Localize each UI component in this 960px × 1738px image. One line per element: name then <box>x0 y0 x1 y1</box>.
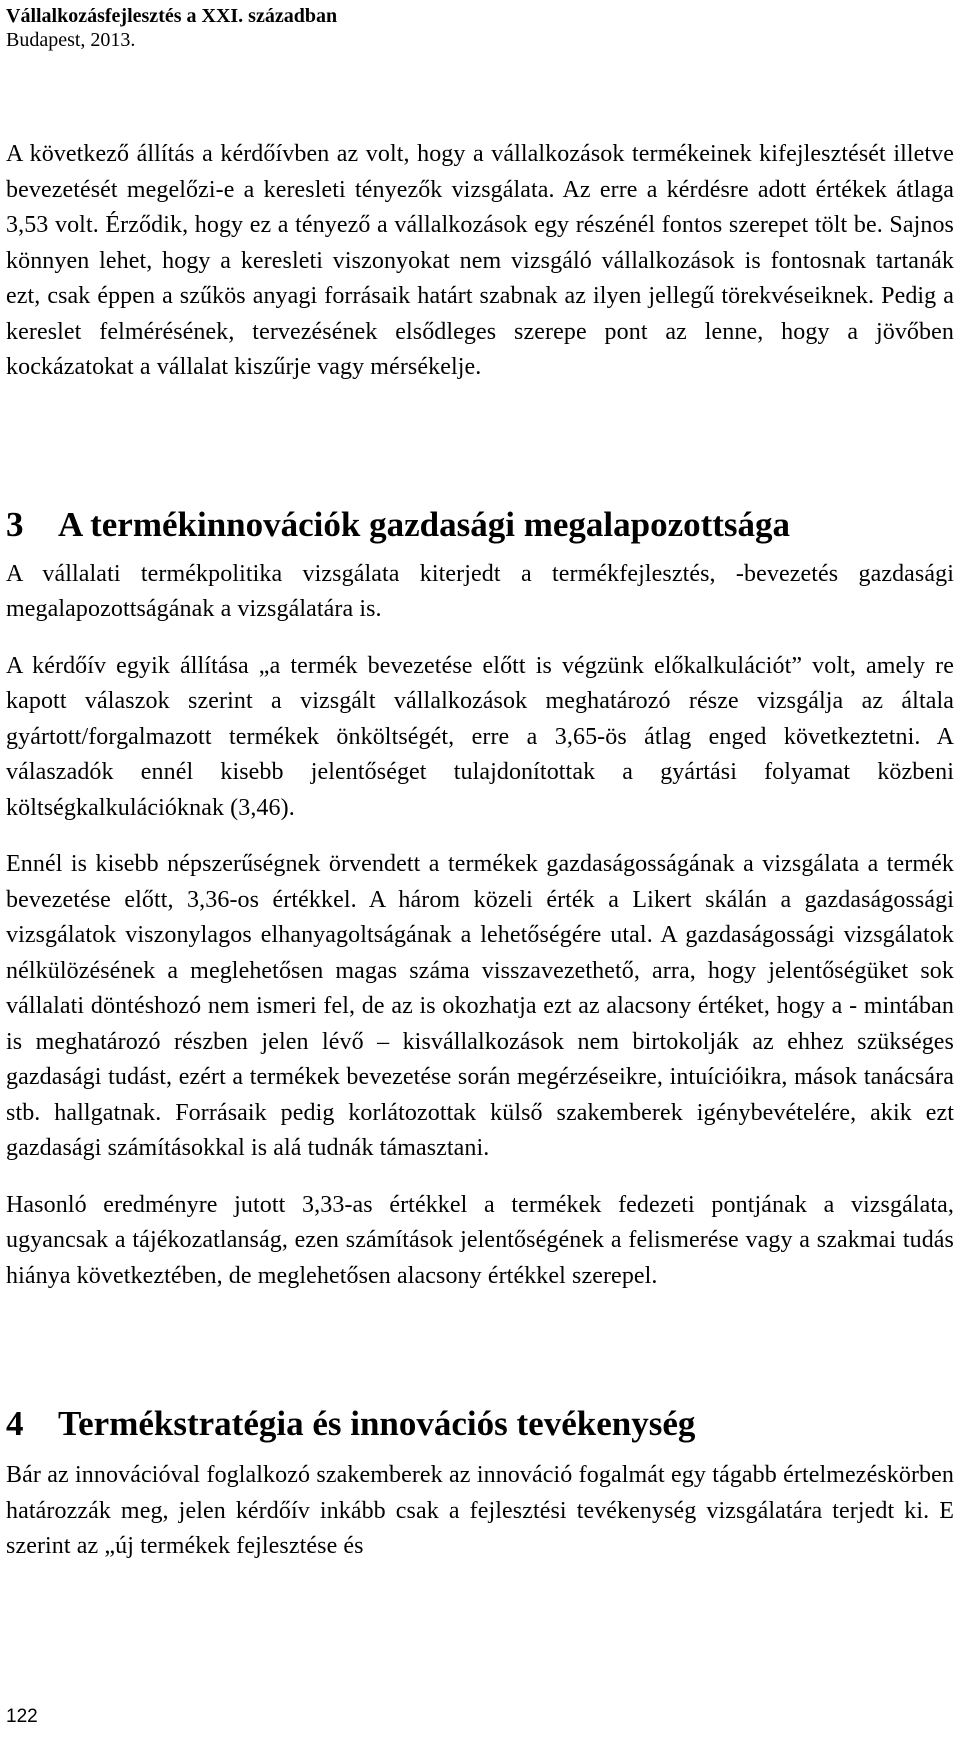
section-number: 3 <box>6 504 24 544</box>
paragraph: Ennél is kisebb népszerűségnek örvendett a termékek gazdaságosságának a vizsgálata a termék bevezetése előtt, 3,36-os értékkel. A három közeli érték a Likert skálán a gazdaságossági vizsgálatok viszonylagos elhanyagoltságának a lehetőségére utal. A gazdaságossági vizsgálatok nélkülözésének a meglehetősen magas száma visszavezethető, arra, hogy jelentőségüket sok vállalati döntéshozó nem ismeri fel, de az is okozhatja ezt az alacsony értéket, hogy a - mintában is meghatározó részben jelen lévő – kisvállalkozások nem birtokolják az ehhez szükséges gazdasági tudást, ezért a termékek bevezetése során megérzéseikre, intuícióikra, mások tanácsára stb. hallgatnak. Forrásaik pedig korlátozottak külső szakemberek igénybevételére, akik ezt gazdasági számításokkal is alá tudnák támasztani. <box>6 851 954 1161</box>
section-heading <box>6 505 954 545</box>
section-4-heading-wrap <box>6 1404 954 1444</box>
running-header <box>6 4 337 52</box>
section-number: 4 <box>6 1404 24 1443</box>
section-title: Termékstratégia és innovációs tevékenység <box>58 1404 696 1443</box>
header-title: Vállalkozásfejlesztés a XXI. században <box>6 5 338 27</box>
section-3-heading-wrap <box>6 505 954 545</box>
header-place-year: Budapest, 2013. <box>6 29 136 51</box>
paragraph: A kérdőív egyik állítása „a termék bevezetése előtt is végzünk előkalkulációt” volt, amely re kapott válaszok szerint a vizsgált vállalkozások meghatározó része vizsgálja az általa gyártott/forgalmazott termékek önköltségét, erre a 3,65-ös átlag enged következtetni. A válaszadók ennél kisebb jelentőséget tulajdonítottak a gyártási folyamat közbeni költségkalkulációknak (3,46). <box>6 652 954 821</box>
paragraph-intro: A következő állítás a kérdőívben az volt, hogy a vállalkozások termékeinek kifejlesztését illetve bevezetését megelőzi-e a keresleti tényezők vizsgálata. Az erre a kérdésre adott értékek átlaga 3,53 volt. Érződik, hogy ez a tényező a vállalkozások egy részénél fontos szerepet tölt be. Sajnos könnyen lehet, hogy a keresleti viszonyokat nem vizsgáló vállalkozások is fontosnak tartanák ezt, csak éppen a szűkös anyagi forrásaik határt szabnak az ilyen jellegű törekvéseiknek. Pedig a kereslet felmérésének, tervezésének elsődleges szerepe pont az lenne, hogy a jövőben kockázatokat a vállalat kiszűrje vagy mérsékelje. <box>6 141 954 380</box>
body-text <box>6 137 954 1565</box>
paragraph: A vállalati termékpolitika vizsgálata kiterjedt a termékfejlesztés, -bevezetés gazdasági megalapozottságának a vizsgálatára is. <box>6 560 954 622</box>
section-title: A termékinnovációk gazdasági megalapozottsága <box>58 504 791 544</box>
section-heading <box>6 1404 954 1444</box>
paragraph: Bár az innovációval foglalkozó szakemberek az innováció fogalmát egy tágabb értelmezéskörben határozzák meg, jelen kérdőív inkább csak a fejlesztési tevékenység vizsgálatára terjedt ki. E szerint az „új termékek fejlesztése és <box>6 1462 954 1559</box>
paragraph: Hasonló eredményre jutott 3,33-as értékkel a termékek fedezeti pontjának a vizsgálata, ugyancsak a tájékozatlanság, ezen számítások jelentőségének a felismerése vagy a szakmai tudás hiánya következtében, de meglehetősen alacsony értékkel szerepel. <box>6 1191 954 1289</box>
page-number: 122 <box>6 1706 38 1727</box>
